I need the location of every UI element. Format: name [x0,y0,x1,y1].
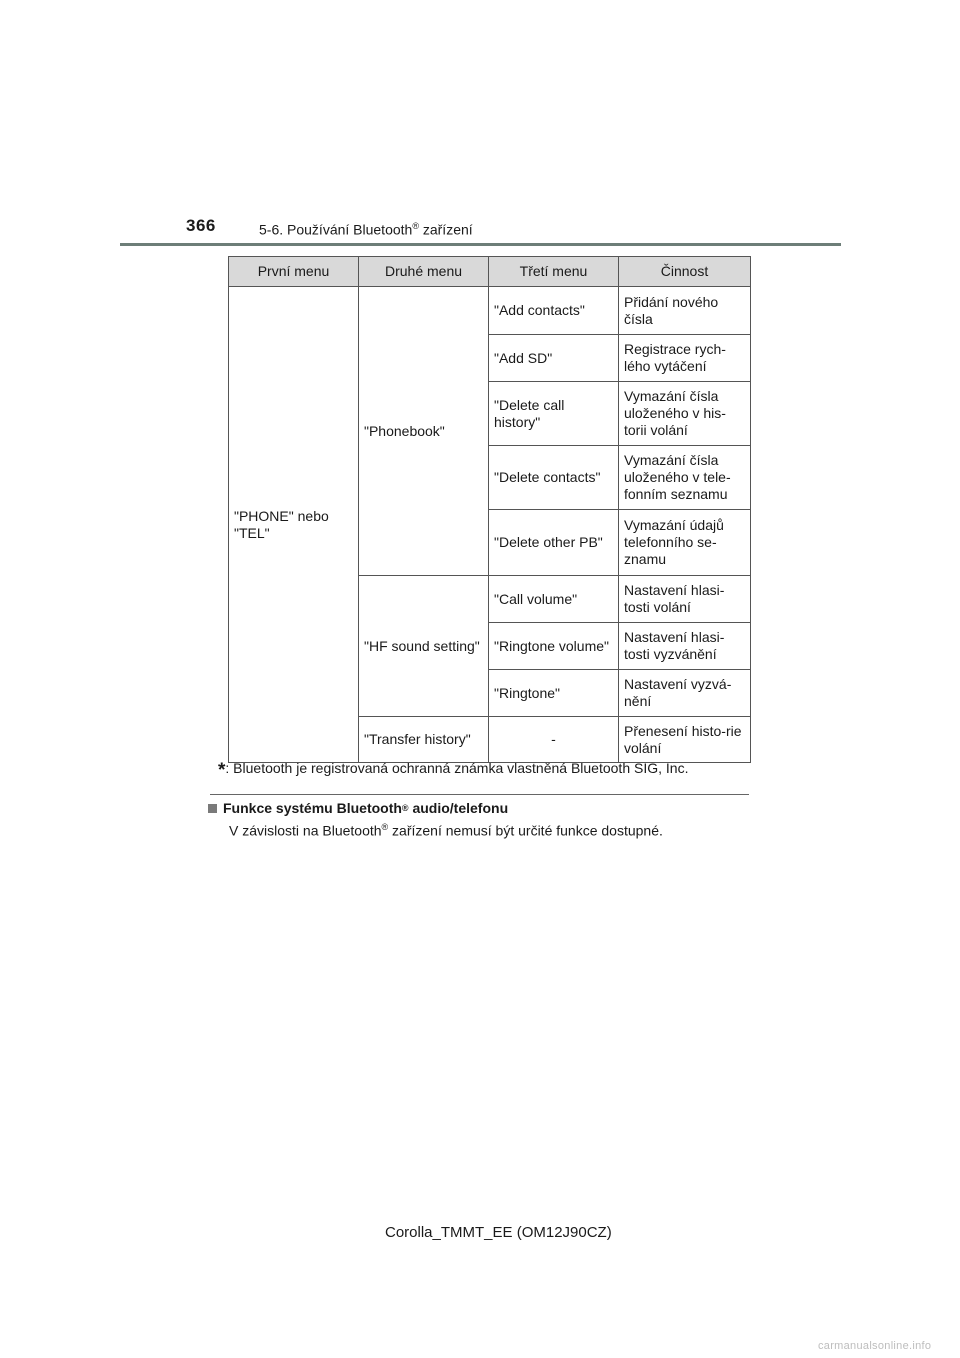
third-menu-cell: "Add contacts" [489,287,619,335]
third-menu-cell: "Ringtone" [489,670,619,717]
square-bullet-icon [208,804,217,813]
column-header: Činnost [619,257,751,287]
third-menu-cell: "Add SD" [489,335,619,382]
second-menu-cell: "Phonebook" [359,287,489,576]
third-menu-cell: "Delete contacts" [489,446,619,510]
table-row [229,287,751,335]
column-header: Třetí menu [489,257,619,287]
body-paragraph [229,822,663,839]
body-text: V závislosti na Bluetooth [229,822,382,839]
action-cell: Přidání nového čísla [619,287,751,335]
section-title-suffix: zařízení [418,221,473,238]
third-menu-cell: "Ringtone volume" [489,623,619,670]
menu-table [228,256,751,763]
document-id: Corolla_TMMT_EE (OM12J90CZ) [385,1224,612,1241]
heading-text: Funkce systému Bluetooth [223,800,402,816]
registered-mark: ® [401,803,409,813]
third-menu-cell: "Call volume" [489,576,619,623]
action-cell: Registrace rych-lého vytáčení [619,335,751,382]
header-divider [120,243,841,246]
third-menu-cell: - [489,717,619,763]
column-header: Druhé menu [359,257,489,287]
action-cell: Vymazání údajů telefonního se-znamu [619,510,751,576]
third-menu-cell: "Delete call history" [489,382,619,446]
first-menu-cell: "PHONE" nebo "TEL" [229,287,359,763]
section-title-text: 5-6. Používání Bluetooth [259,221,413,238]
third-menu-cell: "Delete other PB" [489,510,619,576]
section-divider [210,794,749,795]
registered-mark: ® [412,221,419,231]
footnote [218,760,688,782]
action-cell: Nastavení hlasi-tosti volání [619,576,751,623]
footnote-marker: * [218,760,226,781]
page-number: 366 [186,216,216,235]
heading-suffix: audio/telefonu [408,800,509,816]
subsection-heading [208,800,508,816]
section-title [259,221,473,238]
table-header-row [229,257,751,287]
action-cell: Vymazání čísla uloženého v tele-fonním seznamu [619,446,751,510]
action-cell: Nastavení hlasi-tosti vyzvánění [619,623,751,670]
second-menu-cell: "HF sound setting" [359,576,489,717]
body-suffix: zařízení nemusí být určité funkce dostupné. [388,822,663,839]
action-cell: Nastavení vyzvá-nění [619,670,751,717]
action-cell: Vymazání čísla uloženého v his-torii volání [619,382,751,446]
footnote-text: : Bluetooth je registrovaná ochranná známka vlastněná Bluetooth SIG, Inc. [225,760,689,776]
registered-mark: ® [381,822,389,832]
column-header: První menu [229,257,359,287]
watermark: carmanualsonline.info [818,1340,932,1352]
second-menu-cell: "Transfer history" [359,717,489,763]
action-cell: Přenesení histo-rie volání [619,717,751,763]
